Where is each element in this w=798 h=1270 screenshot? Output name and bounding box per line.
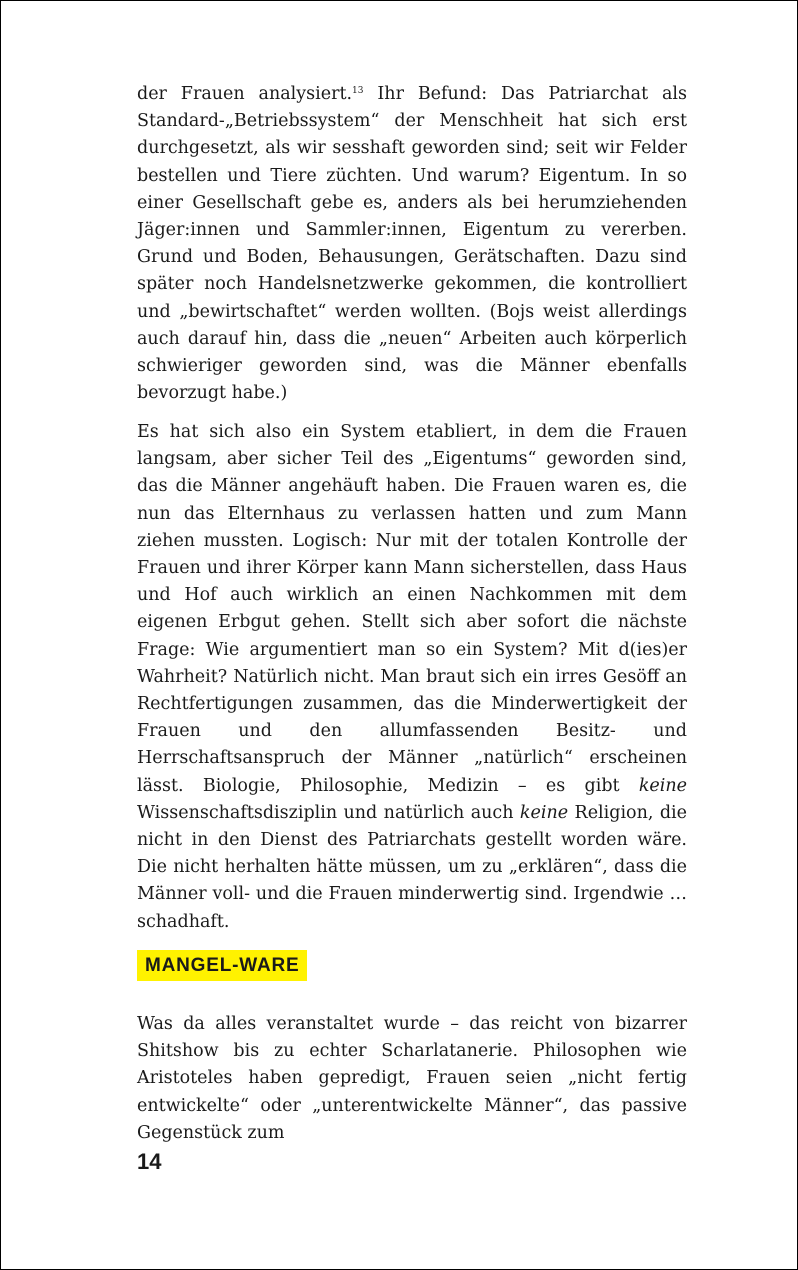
paragraph-2-text-part-3: Religion, die nicht in den Dienst des Patriarchats gestellt worden wäre. Die nicht herhalten hätte müssen, um zu „erklären“, dass die Männer voll- und die Frauen minderwertig sind. Irgendwie … schadhaft. <box>137 802 687 932</box>
paragraph-3 <box>137 1011 687 1147</box>
paragraph-2 <box>137 419 687 936</box>
emphasis-keine-2: keine <box>519 802 569 823</box>
section-heading: MANGEL-WARE <box>137 950 307 981</box>
paragraph-2-text-part-1: Es hat sich also ein System etabliert, in dem die Frauen langsam, aber sicher Teil des „Eigentums“ geworden sind, das die Männer angehäuft haben. Die Frauen waren es, die nun das Elternhaus zu verlassen hatten und zum Mann ziehen mussten. Logisch: Nur mit der totalen Kontrolle der Frauen und ihrer Körper kann Mann sicherstellen, dass Haus und Hof auch wirklich an einen Nachkommen mit dem eigenen Erbgut gehen. Stellt sich aber sofort die nächste Frage: Wie argumentiert man so ein System? Mit d(ies)er Wahrheit? Natürlich nicht. Man braut sich ein irres Gesöff an Rechtfertigungen zusammen, das die Minderwertigkeit der Frauen und den allumfassenden Besitz- und Herrschaftsanspruch der Männer „natürlich“ erscheinen lässt. Biologie, Philosophie, Medizin – es gibt <box>137 422 687 796</box>
paragraph-1-text-start: der Frauen analysiert. <box>137 84 353 104</box>
emphasis-keine-1: keine <box>638 775 687 796</box>
paragraph-1-text-rest: Ihr Befund: Das Patriarchat als Standard-„Betriebssystem“ der Menschheit hat sich erst durchgesetzt, als wir sesshaft geworden sind; seit wir Felder bestellen und Tiere züchten. Und warum? Eigentum. In so einer Gesellschaft gebe es, anders als bei herumziehenden Jäger:innen und Sammler:innen, Eigentum zu vererben. Grund und Boden, Behausungen, Gerätschaften. Dazu sind später noch Handelsnetzwerke gekommen, die kontrolliert und „bewirtschaftet“ werden wollten. (Bojs weist allerdings auch darauf hin, dass die „neuen“ Arbeiten auch körperlich schwieriger geworden sind, was die Männer ebenfalls bevorzugt habe.) <box>137 84 688 404</box>
paragraph-2-text-part-2: Wissenschaftsdisziplin und natürlich auch <box>137 802 520 823</box>
footnote-marker[interactable]: 13 <box>352 86 364 96</box>
paragraph-3-text: Was da alles veranstaltet wurde – das reicht von bizarrer Shitshow bis zu echter Scharlatanerie. Philosophen wie Aristoteles haben gepredigt, Frauen seien „nicht fertig entwickelte“ oder „unterentwickelte Männer“, das passive Gegenstück zum <box>137 1014 687 1143</box>
paragraph-1 <box>137 81 687 407</box>
page-number: 14 <box>137 1149 162 1174</box>
